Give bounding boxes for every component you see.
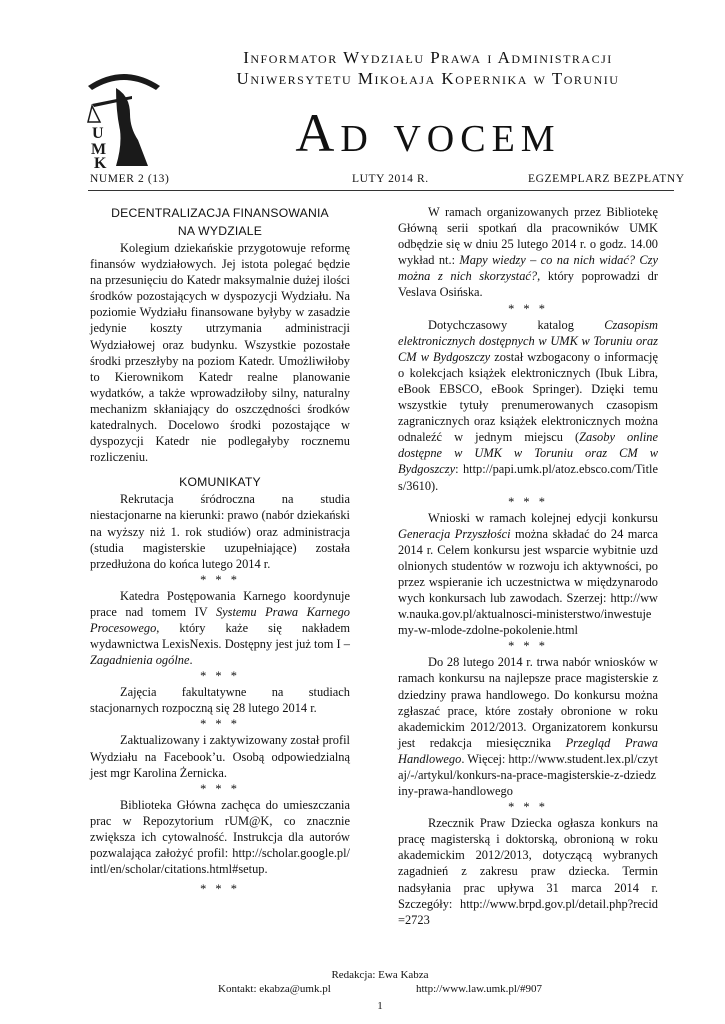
separator: * * *: [508, 494, 548, 509]
separator: * * *: [200, 669, 240, 684]
article-body: Kolegium dziekańskie przygotowuje reformę finansów wydziałowych. Jej istota polegać będzie na przesunięciu do Katedr maksymalnie dużej ilości środków pozostających w dyspozycji Wydziału. Na poziomie Wydziału finansowane byłyby w zasadzie jedynie koszty utrzymania administracji Wydziałowej oraz budynku. Wszystkie pozostałe środki przeszłyby na poziom Katedr. Umożliwiłoby to Kierownikom Katedr realne planowanie wydatków, a także wprowadziłoby silny, naturalny mechanizm skłaniający do oszczędności środków katedralnych. Docelowo środki pozostające w dyspozycji Katedr nie podlegałyby rocznemu rozliczeniu.: [90, 241, 350, 465]
brpd-link[interactable]: http://www.brpd.gov.pl/detail.php?recid=2723: [398, 896, 658, 927]
svg-text:K: K: [94, 155, 107, 168]
announcement-repository: Biblioteka Główna zachęca do umieszczania prac w Repozytorium rUM@K, co znacznie zwiększa ich cytowalność. Instrukcja dla autorów pozwalająca założyć profil: http://scholar.google.pl/intl/en/scholar/citations.html#setup.: [90, 797, 350, 877]
footer-editor: Redakcja: Ewa Kabza: [331, 969, 429, 981]
scholar-link[interactable]: http://scholar.google.pl/intl/en/scholar/citations.html#setup.: [90, 846, 350, 877]
announcement-commercial-law-contest: Do 28 lutego 2014 r. trwa nabór wniosków w ramach konkursu na najlepsze prace magisterskie z dziedziny prawa handlowego. Do konkursu można zgłaszać prace, które zostały obronione w roku akademickim 2012/2013. Organizatorem konkursu jest redakcja miesięcznika Przegląd Prawa Handlowego. Więcej: http://www.student.lex.pl/czytaj/-/artykul/konkurs-na-prace-magisterskie-z-dziedziny-prawa-handlowego: [398, 655, 659, 799]
website-link[interactable]: http://www.law.umk.pl/#907: [416, 983, 542, 995]
separator: * * *: [508, 800, 548, 815]
article-heading-line-2: NA WYDZIALE: [177, 224, 263, 238]
announcements-heading: KOMUNIKATY: [179, 475, 261, 490]
separator: * * *: [200, 882, 240, 897]
announcement-elective-classes: Zajęcia fakultatywne na studiach stacjonarnych rozpoczną się 28 lutego 2014 r.: [90, 685, 350, 716]
separator: * * *: [200, 717, 240, 732]
header-line-2: Uniwersytetu Mikołaja Kopernika w Toruniu: [236, 69, 620, 88]
issue-date: LUTY 2014 R.: [352, 173, 429, 185]
separator: * * *: [200, 781, 240, 796]
issue-number: NUMER 2 (13): [90, 173, 170, 185]
announcement-criminal-procedure: Katedra Postępowania Karnego koordynuje prace nad tomem IV Systemu Prawa Karnego Procesowego, który każe się nakładem wydawnictwa LexisNexis. Dostępny jest już tom I – Zagadnienia ogólne.: [90, 588, 350, 668]
contact-email[interactable]: Kontakt: ekabza@umk.pl: [218, 983, 331, 995]
separator: * * *: [200, 572, 240, 587]
header-rule: [88, 190, 674, 191]
right-column: [398, 204, 658, 928]
announcement-generation-future: Wnioski w ramach kolejnej edycji konkursu Generacja Przyszłości można składać do 24 marca 2014 r. Celem konkursu jest wsparcie wybitnie uzdolnionych studentów w rozwoju ich aktywności, poprzez wspieranie ich uczestnictwa w międzynarodowych konkursach lub zawodach. Szerzej: http://www.nauka.gov.pl/aktualnosci-ministerstwo/inwestujemy-w-mlode-zdolne-pokolenie.html: [398, 510, 659, 638]
header-line-1: Informator Wydziału Prawa i Administracji: [243, 48, 613, 67]
page-number: 1: [377, 1000, 383, 1012]
announcement-recruitment: Rekrutacja śródroczna na studia niestacjonarne na kierunki: prawo (nabór dziekański na wyższy niż 1. rok studiów) oraz administracja (studia magisterskie uzupełniające) została przedłużona do końca lutego 2014 r.: [90, 492, 350, 571]
free-copy-note: EGZEMPLARZ BEZPŁATNY: [528, 173, 685, 185]
newsletter-title: Ad vocem: [295, 103, 561, 163]
announcement-child-rights-contest: Rzecznik Praw Dziecka ogłasza konkurs na pracę magisterską i doktorską, obronioną w roku akademickim 2012/2013, dotyczącą wybranych zagadnień z zakresu praw dziecka. Termin nadsyłania prac upływa 31 marca 2014 r. Szczegóły: http://www.brpd.gov.pl/detail.php?recid=2723: [398, 816, 658, 927]
umk-logo: [86, 66, 164, 168]
umk-logo-icon: [86, 66, 164, 168]
announcement-ejournals: Dotychczasowy katalog Czasopism elektronicznych dostępnych w UMK w Toruniu oraz CM w Bydgoszczy został wzbogacony o informację o kolekcjach książek elektronicznych (Ibuk Libra, eBook EBSCO, eBook Springer). Dzięki temu wszystkie tytuły prenumerowanych czasopism zagranicznych oraz książek elektronicznych można odnaleźć w jednym miejscu (Zasoby online dostępne w UMK w Toruniu oraz CM w Bydgoszczy: http://papi.umk.pl/atoz.ebsco.com/Titles/3610).: [398, 317, 658, 493]
announcement-facebook: Zaktualizowany i zaktywizowany został profil Wydziału na Facebook’u. Osobą odpowiedzialną jest mgr Karolina Żernicka.: [90, 733, 350, 780]
svg-text:U: U: [92, 125, 104, 142]
svg-text:M: M: [91, 141, 107, 158]
left-column: [90, 204, 350, 897]
article-heading-line-1: DECENTRALIZACJA FINANSOWANIA: [111, 206, 329, 220]
separator: * * *: [508, 301, 548, 316]
announcement-lecture: W ramach organizowanych przez Bibliotekę Główną serii spotkań dla pracowników UMK odbędzie się w dniu 25 lutego 2014 r. o godz. 14.00 wykład nt.: Mapy wiedzy – co na nich widać? Czy można z nich skorzystać?, który poprowadzi dr Veslava Osińska.: [398, 205, 659, 300]
separator: * * *: [508, 639, 548, 654]
